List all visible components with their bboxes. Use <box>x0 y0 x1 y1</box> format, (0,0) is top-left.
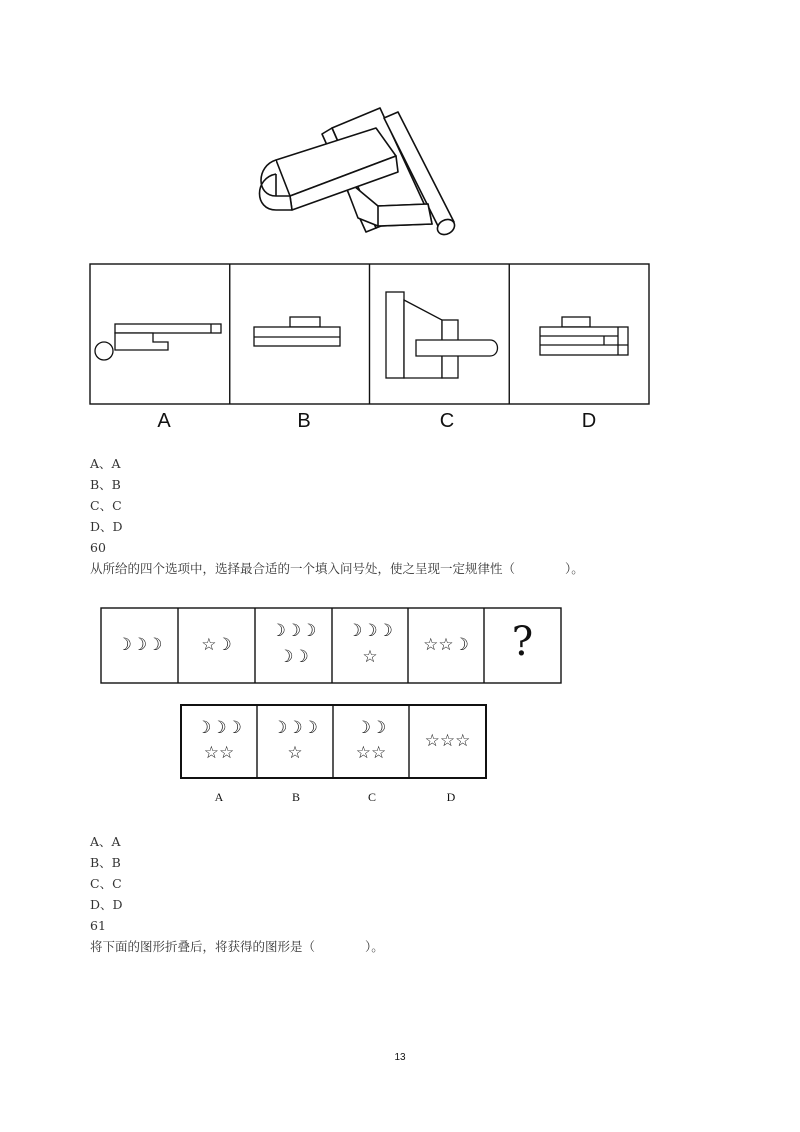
q60-question-text: 从所给的四个选项中，选择最合适的一个填入问号处，使之呈现一定规律性（ ）。 <box>90 561 584 576</box>
q60-seq-cell-3-bottom: ☽☽ <box>278 647 309 667</box>
q59-answer-c[interactable]: C、C <box>90 498 122 513</box>
q60-label-a: A <box>214 790 224 804</box>
q60-answer-c[interactable]: C、C <box>90 876 122 891</box>
q60-option-c-top: ☽☽ <box>355 718 387 738</box>
q59-option-c-view <box>386 292 498 378</box>
q60-number: 60 <box>90 540 106 555</box>
q59-answer-b[interactable]: B、B <box>90 477 121 492</box>
q60-question-mark: ? <box>511 619 534 665</box>
q60-option-d: ☆☆☆ <box>424 731 471 751</box>
q60-option-b-top: ☽☽☽ <box>272 718 318 738</box>
q60-seq-cell-5: ☆☆☽ <box>423 635 469 655</box>
q60-seq-cell-4-top: ☽☽☽ <box>347 621 393 641</box>
q60-seq-cell-3-top: ☽☽☽ <box>270 621 317 641</box>
q59-option-d-view <box>540 317 628 355</box>
q60-label-b: B <box>291 790 300 804</box>
q60-answer-a[interactable]: A、A <box>90 834 121 849</box>
q59-label-c: C <box>439 410 455 432</box>
q60-seq-cell-1: ☽☽☽ <box>116 635 163 655</box>
q60-answer-b[interactable]: B、B <box>90 855 121 870</box>
q59-label-d: D <box>581 410 597 432</box>
q61-number: 61 <box>90 918 106 933</box>
q60-seq-cell-4-bottom: ☆ <box>362 647 378 667</box>
q59-label-b: B <box>297 410 311 432</box>
page-number: 13 <box>394 1052 406 1063</box>
q60-answer-d[interactable]: D、D <box>90 897 123 912</box>
q60-option-a-bottom: ☆☆ <box>203 743 235 763</box>
q60-label-c: C <box>367 790 376 804</box>
q59-option-a-view <box>95 324 221 360</box>
q59-label-a: A <box>157 410 171 432</box>
q60-seq-cell-2: ☆☽ <box>201 635 232 655</box>
q61-question-text: 将下面的图形折叠后，将获得的图形是（ ）。 <box>90 939 384 954</box>
q60-option-c-bottom: ☆☆ <box>355 743 387 763</box>
q59-answer-d[interactable]: D、D <box>90 519 123 534</box>
q60-label-d: D <box>446 790 456 804</box>
q60-option-a-top: ☽☽☽ <box>196 718 242 738</box>
q59-answer-a[interactable]: A、A <box>90 456 121 471</box>
q59-option-b-view <box>254 317 340 346</box>
lower-block-front <box>378 204 432 226</box>
q60-option-b-bottom: ☆ <box>287 743 303 763</box>
